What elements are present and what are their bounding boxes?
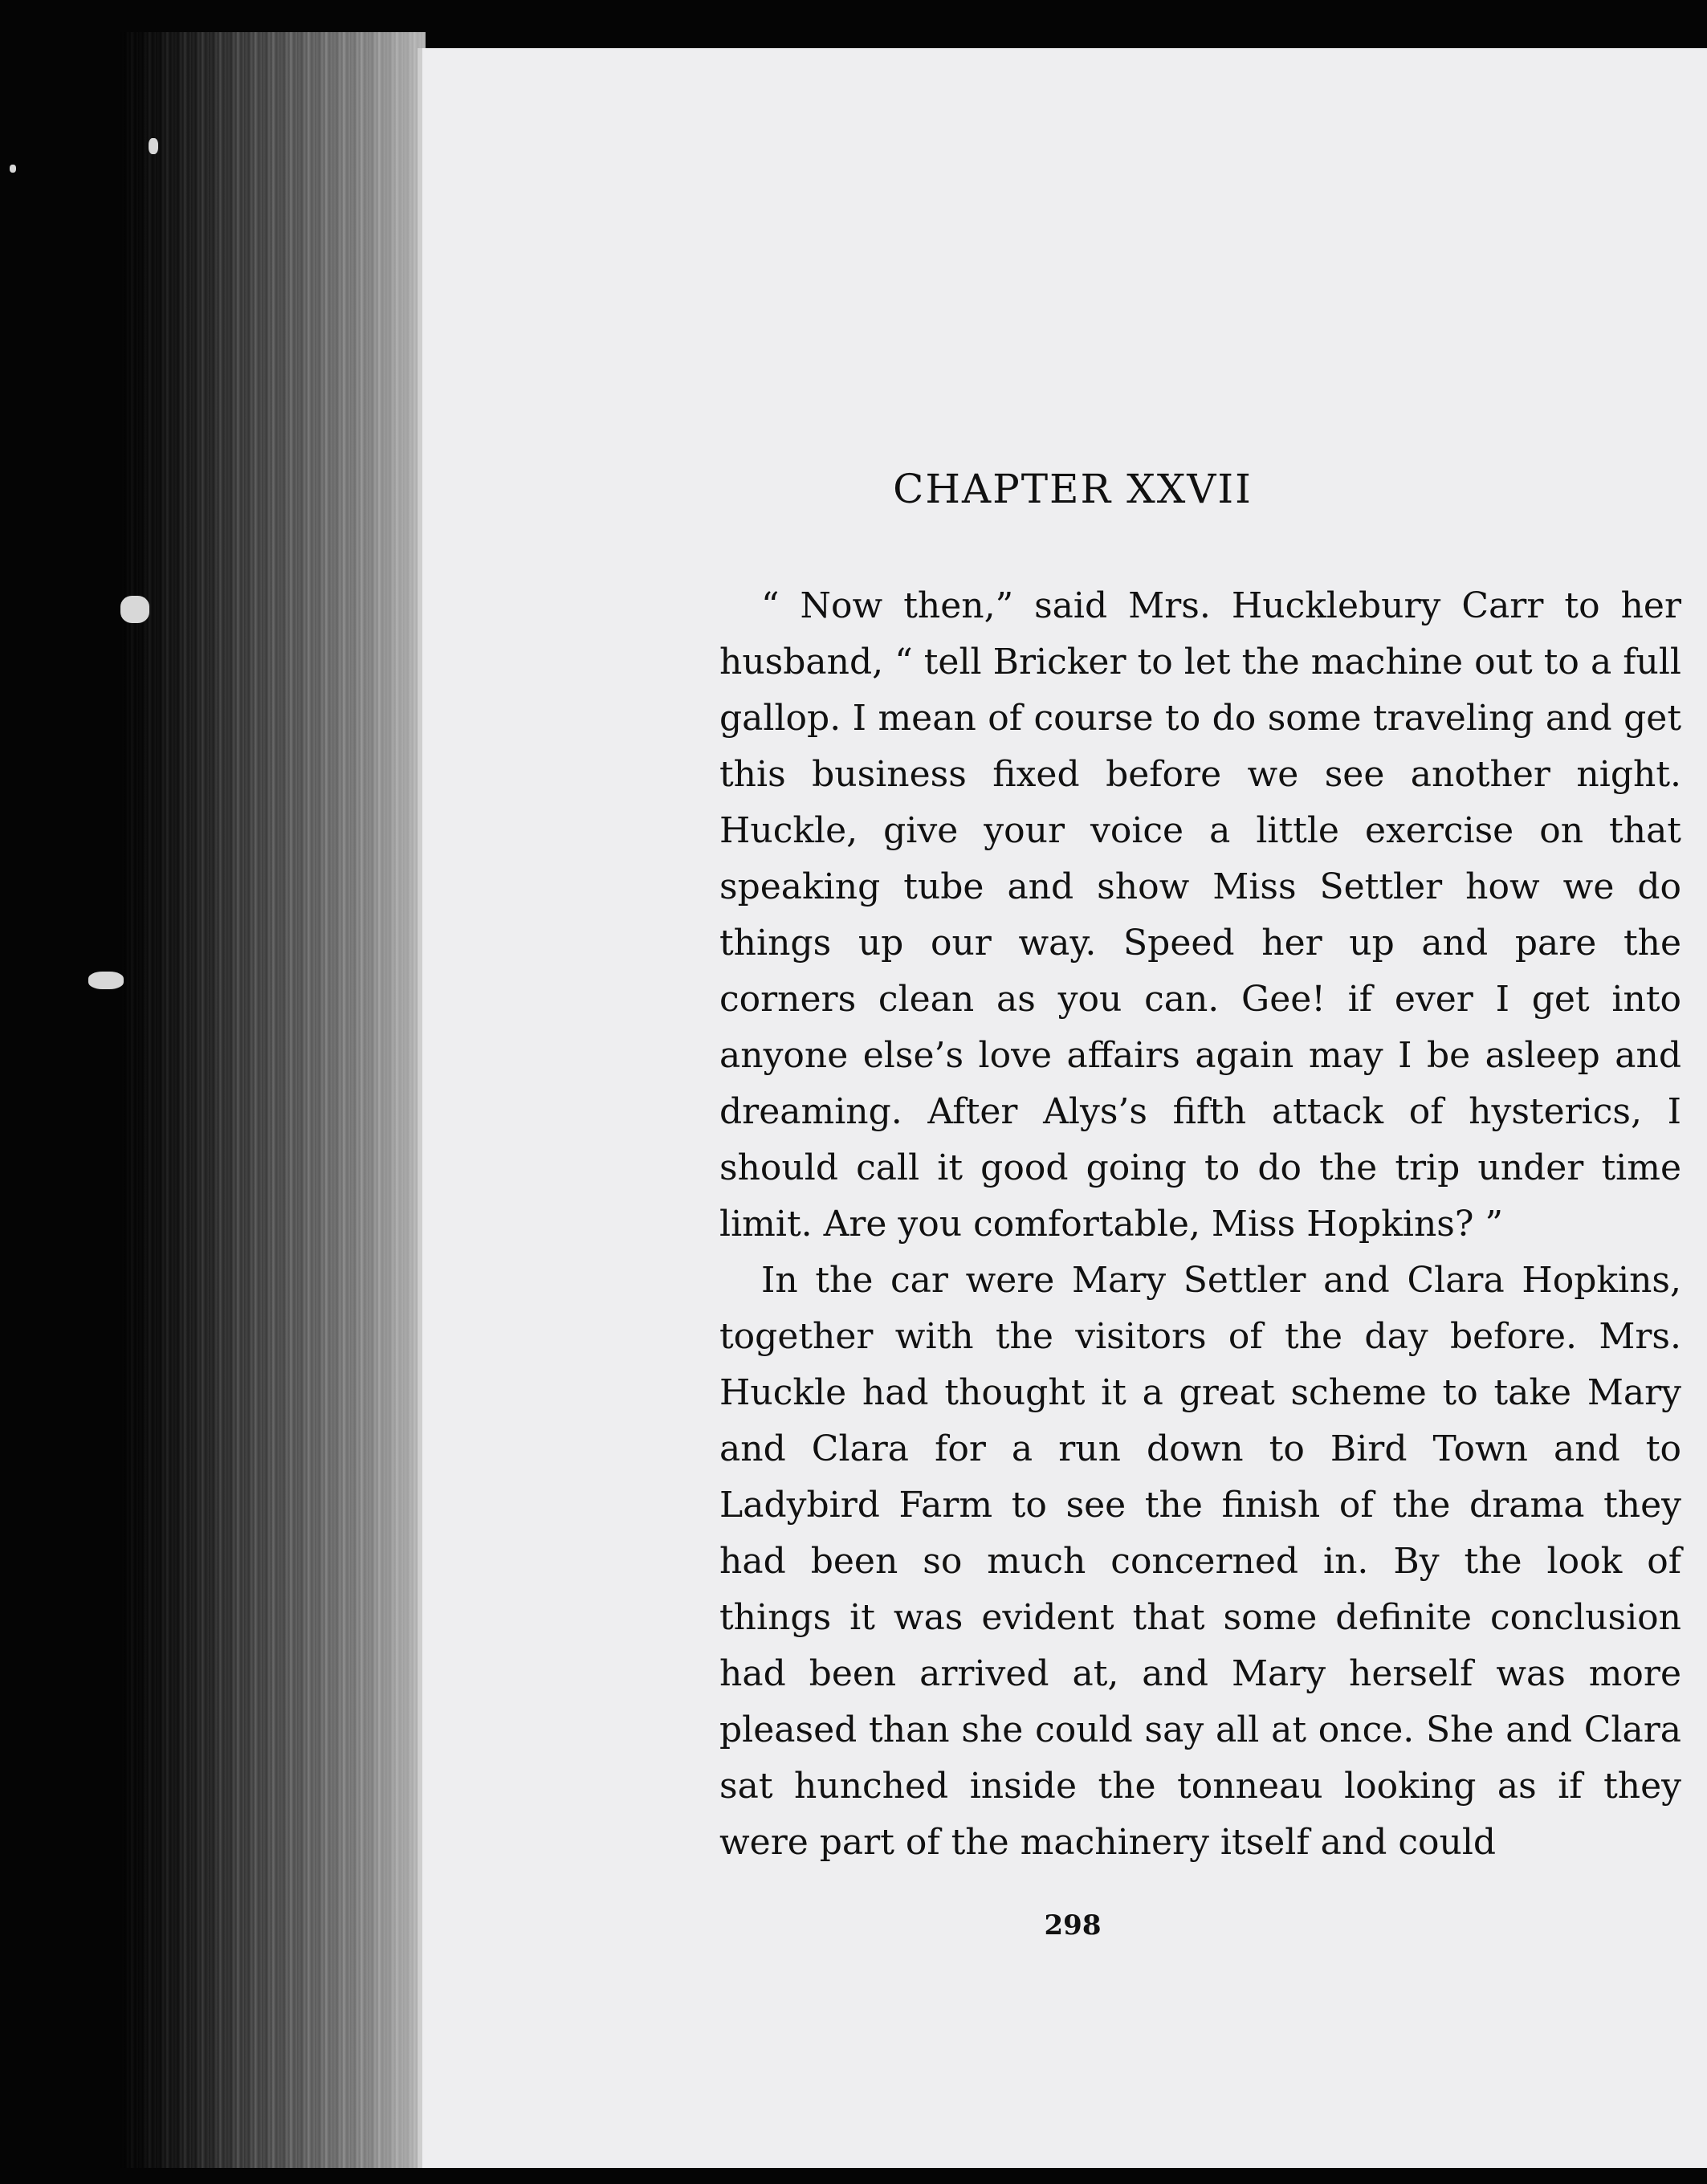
- book-page-edges: [120, 32, 426, 2168]
- scan-speck: [10, 165, 16, 173]
- scan-speck: [88, 972, 124, 989]
- paragraph: “ Now then,” said Mrs. Hucklebury Carr to her husband, “ tell Bricker to let the machine out to a full gallop. I mean of course to do some traveling and get this business fixed before we see another night. Huckle, give your voice a little exercise on that speaking tube and show Miss Settler how we do things up our way. Speed her up and pare the corners clean as you can. Gee! if ever I get into anyone else’s love affairs again may I be asleep and dreaming. After Alys’s fifth attack of hysterics, I should call it good going to do the trip under time limit. Are you comfortable, Miss Hopkins? ”: [719, 585, 1681, 1245]
- scan-speck: [120, 596, 149, 623]
- chapter-heading: CHAPTER XXVII: [893, 466, 1253, 512]
- paragraph: In the car were Mary Settler and Clara Hopkins, together with the visitors of the day before. Mrs. Huckle had thought it a great scheme to take Mary and Clara for a run down to Bird Town and to Ladybird Farm to see the finish of the drama they had been so much concerned in. By the look of things it was evident that some definite conclusion had been arrived at, and Mary herself was more pleased than she could say all at once. She and Clara sat hunched inside the tonneau looking as if they were part of the machinery itself and could: [719, 1260, 1681, 1863]
- body-text: [719, 578, 1681, 1871]
- page-number: 298: [1044, 1909, 1102, 1942]
- scan-speck: [149, 138, 158, 154]
- book-page: [418, 48, 1707, 2168]
